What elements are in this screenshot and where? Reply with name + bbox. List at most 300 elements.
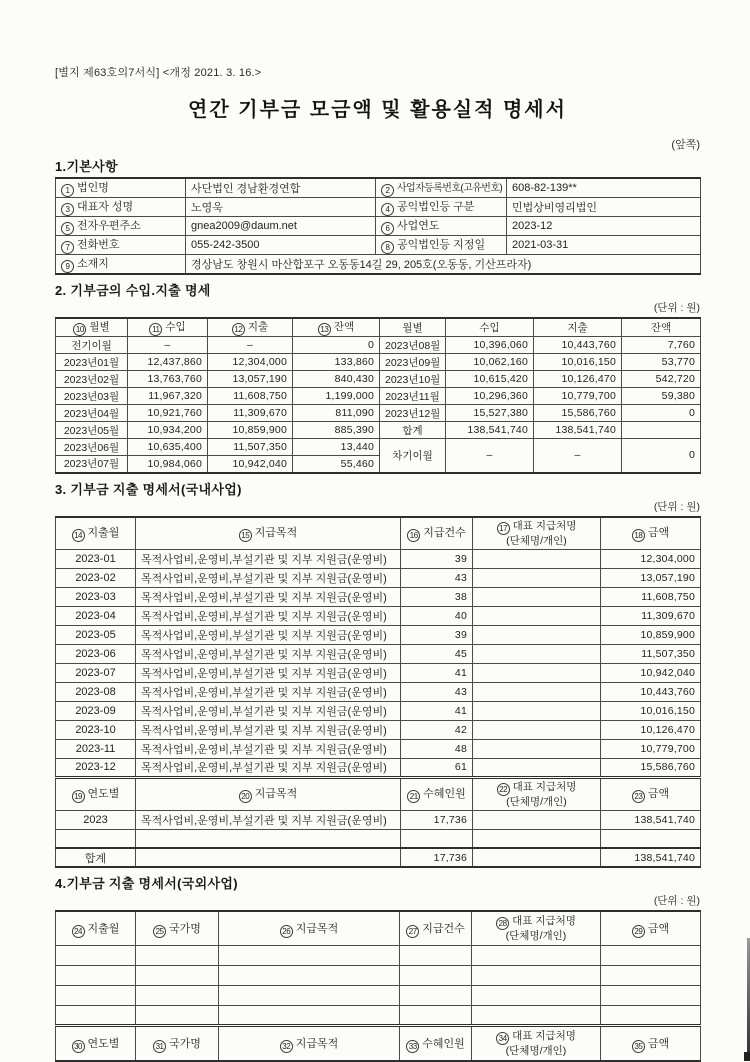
- empty-cell: [472, 1006, 601, 1026]
- cell-income: 10,296,360: [446, 388, 534, 405]
- cell-beneficiaries: 17,736: [401, 810, 473, 829]
- cell-balance: 885,390: [293, 422, 380, 439]
- cell-count: 40: [401, 606, 473, 625]
- field-value: 경상남도 창원시 마산합포구 오동동14길 29, 205호(오동동, 기산프라자): [186, 255, 701, 275]
- table-row: [56, 549, 701, 568]
- table-row: [56, 236, 701, 255]
- cell-expense: 10,016,150: [534, 354, 622, 371]
- cell-balance: 811,090: [293, 405, 380, 422]
- cell-income: –: [446, 439, 534, 473]
- section4-heading: 4.기부금 지출 명세서(국외사업): [55, 876, 238, 891]
- circled-number: 12: [232, 323, 245, 336]
- header-cell: 12 지출: [208, 318, 293, 337]
- cell-purpose: [136, 848, 401, 867]
- cell-purpose: 목적사업비,운영비,부설기관 및 지부 지원금(운영비): [136, 663, 401, 682]
- field-value: 2021-03-31: [507, 236, 701, 255]
- field-label: 1 법인명: [56, 178, 186, 198]
- table-row: [56, 810, 701, 829]
- empty-cell: [400, 1006, 472, 1026]
- cell-month: 2023년12월: [380, 405, 446, 422]
- empty-cell: [472, 946, 601, 966]
- table-row: [56, 625, 701, 644]
- header-subline: (단체명/개인): [505, 1045, 567, 1057]
- cell-month: 2023-07: [56, 663, 136, 682]
- cell-month: 2023년10월: [380, 371, 446, 388]
- circled-number: 10: [73, 323, 86, 336]
- cell-amount: 10,779,700: [601, 739, 701, 758]
- field-label: 6 사업연도: [376, 217, 507, 236]
- circled-number: 31: [153, 1040, 166, 1053]
- cell-count: 39: [401, 625, 473, 644]
- field-value: 민법상비영리법인: [507, 198, 701, 217]
- field-value: 사단법인 경남환경연합: [186, 178, 376, 198]
- table-row: [56, 318, 701, 337]
- cell-income: 10,615,420: [446, 371, 534, 388]
- cell-payee: [473, 701, 601, 720]
- empty-cell: [136, 946, 219, 966]
- cell-month: 2023-01: [56, 549, 136, 568]
- cell-month: 2023년05월: [56, 422, 128, 439]
- table-row: [56, 388, 701, 405]
- circled-number: 32: [280, 1040, 293, 1053]
- header-subline: (단체명/개인): [505, 930, 567, 942]
- circled-number: 2: [381, 184, 394, 197]
- table-row: [56, 682, 701, 701]
- table-row: [56, 848, 701, 867]
- field-value: 055-242-3500: [186, 236, 376, 255]
- field-label: 4 공익법인등 구분: [376, 198, 507, 217]
- cell-amount: 12,304,000: [601, 549, 701, 568]
- header-subline: 28 대표 지급처명: [476, 915, 596, 930]
- cell-expense: 10,779,700: [534, 388, 622, 405]
- table-row: [56, 966, 701, 986]
- cell-month: 차기이월: [380, 439, 446, 473]
- header-cell: 25 국가명: [136, 911, 219, 946]
- field-label: 7 전화번호: [56, 236, 186, 255]
- cell-payee: [473, 644, 601, 663]
- cell-amount: 10,016,150: [601, 701, 701, 720]
- cell-amount: 138,541,740: [601, 848, 701, 867]
- cell-month: 2023년02월: [56, 371, 128, 388]
- cell-amount: 15,586,760: [601, 758, 701, 777]
- circled-number: 13: [318, 323, 331, 336]
- cell-month: 2023년01월: [56, 354, 128, 371]
- cell-amount: 11,309,670: [601, 606, 701, 625]
- cell-expense: 10,859,900: [208, 422, 293, 439]
- cell-month: 전기이월: [56, 337, 128, 354]
- circled-number: 19: [72, 790, 85, 803]
- cell-year: 2023: [56, 810, 136, 829]
- cell-payee: [473, 663, 601, 682]
- section2-heading: 2. 기부금의 수입.지출 명세: [55, 283, 211, 298]
- cell-balance: [622, 422, 701, 439]
- cell-purpose: 목적사업비,운영비,부설기관 및 지부 지원금(운영비): [136, 701, 401, 720]
- circled-number: 16: [407, 529, 420, 542]
- cell-month: 2023-08: [56, 682, 136, 701]
- table-row: [56, 739, 701, 758]
- table-row: [56, 587, 701, 606]
- cell-balance: 0: [622, 405, 701, 422]
- header-cell: 19 연도별: [56, 777, 136, 810]
- cell-purpose: 목적사업비,운영비,부설기관 및 지부 지원금(운영비): [136, 568, 401, 587]
- empty-cell: [472, 966, 601, 986]
- unit-label: (단위 : 원): [653, 895, 700, 907]
- table-row: [56, 663, 701, 682]
- page-side-label: (앞쪽): [671, 139, 700, 151]
- cell-income: –: [128, 337, 208, 354]
- cell-purpose: 목적사업비,운영비,부설기관 및 지부 지원금(운영비): [136, 587, 401, 606]
- domestic-expense-table: [55, 516, 701, 869]
- cell-count: 41: [401, 663, 473, 682]
- field-label: 3 대표자 성명: [56, 198, 186, 217]
- cell-payee: [473, 758, 601, 777]
- header-cell: 잔액: [622, 318, 701, 337]
- table-row: [56, 198, 701, 217]
- cell-month: 2023-02: [56, 568, 136, 587]
- cell-month: 2023-06: [56, 644, 136, 663]
- circled-number: 21: [407, 790, 420, 803]
- empty-cell: [400, 966, 472, 986]
- cell-expense: 10,126,470: [534, 371, 622, 388]
- table-row: [56, 1026, 701, 1062]
- cell-amount: 10,859,900: [601, 625, 701, 644]
- cell-income: 10,062,160: [446, 354, 534, 371]
- cell-income: 13,763,760: [128, 371, 208, 388]
- cell-expense: 138,541,740: [534, 422, 622, 439]
- table-row: [56, 354, 701, 371]
- field-value: 2023-12: [507, 217, 701, 236]
- circled-number: 33: [406, 1040, 419, 1053]
- field-label: 8 공익법인등 지정일: [376, 236, 507, 255]
- header-cell: [473, 517, 601, 550]
- table-row: [56, 178, 701, 198]
- circled-number: 18: [632, 529, 645, 542]
- header-cell: [472, 911, 601, 946]
- empty-cell: [601, 966, 701, 986]
- cell-month: 2023-04: [56, 606, 136, 625]
- cell-expense: 10,942,040: [208, 456, 293, 473]
- circled-number: 17: [497, 522, 510, 535]
- cell-amount: 11,507,350: [601, 644, 701, 663]
- cell-payee: [473, 810, 601, 829]
- cell-count: 41: [401, 701, 473, 720]
- table-row: [56, 829, 701, 848]
- cell-count: 42: [401, 720, 473, 739]
- cell-count: 61: [401, 758, 473, 777]
- cell-balance: 59,380: [622, 388, 701, 405]
- cell-month: 2023년03월: [56, 388, 128, 405]
- unit-label: (단위 : 원): [653, 500, 700, 513]
- header-cell: 지출: [534, 318, 622, 337]
- cell-month: 2023-09: [56, 701, 136, 720]
- circled-number: 8: [381, 241, 394, 254]
- unit-label: (단위 : 원): [653, 302, 700, 314]
- cell-payee: [473, 739, 601, 758]
- circled-number: 34: [496, 1032, 509, 1045]
- table-row: [56, 217, 701, 236]
- field-value: gnea2009@daum.net: [186, 217, 376, 236]
- cell-expense: 13,057,190: [208, 371, 293, 388]
- cell-month: 2023-12: [56, 758, 136, 777]
- cell-month: 2023년07월: [56, 456, 128, 473]
- cell-income: 138,541,740: [446, 422, 534, 439]
- header-cell: 수입: [446, 318, 534, 337]
- header-cell: 35 금액: [601, 1026, 701, 1062]
- empty-cell: [136, 1006, 219, 1026]
- circled-number: 3: [61, 203, 74, 216]
- empty-cell: [56, 966, 136, 986]
- header-subline: 34 대표 지급처명: [476, 1030, 596, 1045]
- overseas-expense-table: [55, 910, 701, 1062]
- table-row: [56, 517, 701, 550]
- form-reference: [별지 제63호의7서식] <개정 2021. 3. 16.>: [55, 67, 262, 79]
- header-cell: 26 지급목적: [219, 911, 400, 946]
- header-cell: 32 지급목적: [219, 1026, 400, 1062]
- header-cell: 월별: [380, 318, 446, 337]
- table-row: [56, 371, 701, 388]
- cell-payee: [473, 682, 601, 701]
- cell-purpose: 목적사업비,운영비,부설기관 및 지부 지원금(운영비): [136, 739, 401, 758]
- circled-number: 29: [632, 925, 645, 938]
- cell-count: 48: [401, 739, 473, 758]
- table-row: [56, 911, 701, 946]
- circled-number: 11: [149, 323, 162, 336]
- cell-amount: 10,443,760: [601, 682, 701, 701]
- cell-month: 2023-03: [56, 587, 136, 606]
- cell-month: 2023년04월: [56, 405, 128, 422]
- empty-cell: [601, 986, 701, 1006]
- empty-cell: [219, 946, 400, 966]
- circled-number: 22: [497, 783, 510, 796]
- cell-month: 합계: [380, 422, 446, 439]
- table-row: [56, 255, 701, 275]
- cell-income: 10,635,400: [128, 439, 208, 456]
- cell-amount: 138,541,740: [601, 810, 701, 829]
- table-row: [56, 422, 701, 439]
- header-cell: [473, 777, 601, 810]
- cell-month: 2023년09월: [380, 354, 446, 371]
- header-cell: 14 지출월: [56, 517, 136, 550]
- income-expense-table: [55, 317, 701, 474]
- cell-income: 10,934,200: [128, 422, 208, 439]
- circled-number: 26: [280, 925, 293, 938]
- header-cell: 33 수혜인원: [400, 1026, 472, 1062]
- header-subline: (단체명/개인): [506, 534, 567, 547]
- table-row: [56, 1006, 701, 1026]
- header-cell: 16 지급건수: [401, 517, 473, 550]
- circled-number: 7: [61, 241, 74, 254]
- header-subline: 17 대표 지급처명: [477, 520, 596, 535]
- header-cell: 13 잔액: [293, 318, 380, 337]
- cell-balance: 542,720: [622, 371, 701, 388]
- table-row: [56, 337, 701, 354]
- page-title: 연간 기부금 모금액 및 활용실적 명세서: [188, 99, 567, 121]
- table-row: [56, 606, 701, 625]
- empty-cell: [400, 946, 472, 966]
- cell-expense: –: [208, 337, 293, 354]
- cell-balance: 840,430: [293, 371, 380, 388]
- empty-cell: [601, 829, 701, 848]
- circled-number: 9: [61, 260, 74, 273]
- cell-payee: [473, 720, 601, 739]
- header-cell: 15 지급목적: [136, 517, 401, 550]
- header-cell: 11 수입: [128, 318, 208, 337]
- circled-number: 20: [239, 790, 252, 803]
- cell-balance: 53,770: [622, 354, 701, 371]
- cell-expense: 12,304,000: [208, 354, 293, 371]
- header-subline: (단체명/개인): [506, 795, 567, 808]
- table-row: [56, 701, 701, 720]
- cell-count: 38: [401, 587, 473, 606]
- cell-month: 2023-05: [56, 625, 136, 644]
- circled-number: 23: [632, 790, 645, 803]
- cell-payee: [473, 568, 601, 587]
- cell-purpose: 목적사업비,운영비,부설기관 및 지부 지원금(운영비): [136, 625, 401, 644]
- circled-number: 30: [72, 1040, 85, 1053]
- cell-payee: [473, 606, 601, 625]
- header-cell: 27 지급건수: [400, 911, 472, 946]
- circled-number: 14: [72, 529, 85, 542]
- empty-cell: [219, 986, 400, 1006]
- section3-heading: 3. 기부금 지출 명세서(국내사업): [55, 481, 242, 497]
- empty-cell: [219, 1006, 400, 1026]
- cell-income: 12,437,860: [128, 354, 208, 371]
- scan-corner-artifact: [744, 1052, 750, 1061]
- cell-payee: [473, 625, 601, 644]
- cell-beneficiaries: 17,736: [401, 848, 473, 867]
- empty-cell: [136, 829, 401, 848]
- empty-cell: [601, 1006, 701, 1026]
- cell-month: 2023년06월: [56, 439, 128, 456]
- header-cell: 30 연도별: [56, 1026, 136, 1062]
- table-row: [56, 439, 701, 456]
- empty-cell: [400, 986, 472, 1006]
- circled-number: 25: [153, 925, 166, 938]
- empty-cell: [56, 946, 136, 966]
- header-cell: 31 국가명: [136, 1026, 219, 1062]
- empty-cell: [56, 986, 136, 1006]
- field-value: 608-82-139**: [507, 178, 701, 198]
- empty-cell: [473, 829, 601, 848]
- table-row: [56, 777, 701, 810]
- cell-month: 2023-10: [56, 720, 136, 739]
- cell-count: 43: [401, 568, 473, 587]
- header-cell: 20 지급목적: [136, 777, 401, 810]
- circled-number: 35: [632, 1040, 645, 1053]
- cell-balance: 133,860: [293, 354, 380, 371]
- circled-number: 24: [72, 925, 85, 938]
- cell-month: 2023-11: [56, 739, 136, 758]
- header-subline: 22 대표 지급처명: [477, 781, 596, 796]
- section1-heading: 1.기본사항: [55, 159, 118, 174]
- cell-balance: 0: [293, 337, 380, 354]
- cell-expense: 15,586,760: [534, 405, 622, 422]
- header-cell: 29 금액: [601, 911, 701, 946]
- empty-cell: [472, 986, 601, 1006]
- cell-payee: [473, 848, 601, 867]
- cell-purpose: 목적사업비,운영비,부설기관 및 지부 지원금(운영비): [136, 810, 401, 829]
- cell-payee: [473, 587, 601, 606]
- cell-purpose: 목적사업비,운영비,부설기관 및 지부 지원금(운영비): [136, 682, 401, 701]
- basic-info-table: [55, 177, 701, 275]
- cell-balance: 0: [622, 439, 701, 473]
- circled-number: 27: [406, 925, 419, 938]
- table-row: [56, 946, 701, 966]
- cell-purpose: 목적사업비,운영비,부설기관 및 지부 지원금(운영비): [136, 758, 401, 777]
- cell-purpose: 목적사업비,운영비,부설기관 및 지부 지원금(운영비): [136, 549, 401, 568]
- empty-cell: [56, 829, 136, 848]
- header-cell: 18 금액: [601, 517, 701, 550]
- cell-income: 10,396,060: [446, 337, 534, 354]
- empty-cell: [56, 1006, 136, 1026]
- circled-number: 4: [381, 203, 394, 216]
- table-row: [56, 405, 701, 422]
- empty-cell: [136, 986, 219, 1006]
- cell-purpose: 목적사업비,운영비,부설기관 및 지부 지원금(운영비): [136, 606, 401, 625]
- cell-purpose: 목적사업비,운영비,부설기관 및 지부 지원금(운영비): [136, 720, 401, 739]
- cell-amount: 10,126,470: [601, 720, 701, 739]
- cell-month: 2023년11월: [380, 388, 446, 405]
- circled-number: 15: [239, 529, 252, 542]
- table-row: [56, 568, 701, 587]
- cell-income: 15,527,380: [446, 405, 534, 422]
- header-cell: 21 수혜인원: [401, 777, 473, 810]
- empty-cell: [219, 966, 400, 986]
- circled-number: 1: [61, 184, 74, 197]
- cell-count: 39: [401, 549, 473, 568]
- cell-balance: 1,199,000: [293, 388, 380, 405]
- circled-number: 28: [496, 917, 509, 930]
- cell-count: 43: [401, 682, 473, 701]
- cell-month: 2023년08월: [380, 337, 446, 354]
- header-cell: 10 월별: [56, 318, 128, 337]
- cell-amount: 13,057,190: [601, 568, 701, 587]
- cell-income: 10,921,760: [128, 405, 208, 422]
- field-label: 2 사업자등록번호(고유번호): [376, 178, 507, 198]
- table-row: [56, 720, 701, 739]
- cell-purpose: 목적사업비,운영비,부설기관 및 지부 지원금(운영비): [136, 644, 401, 663]
- table-row: [56, 986, 701, 1006]
- cell-amount: 10,942,040: [601, 663, 701, 682]
- header-cell: [472, 1026, 601, 1062]
- cell-income: 10,984,060: [128, 456, 208, 473]
- table-row: [56, 644, 701, 663]
- table-row: [56, 758, 701, 777]
- empty-cell: [401, 829, 473, 848]
- circled-number: 6: [381, 222, 394, 235]
- cell-amount: 11,608,750: [601, 587, 701, 606]
- header-cell: 24 지출월: [56, 911, 136, 946]
- cell-expense: 11,507,350: [208, 439, 293, 456]
- cell-expense: –: [534, 439, 622, 473]
- cell-balance: 13,440: [293, 439, 380, 456]
- circled-number: 5: [61, 222, 74, 235]
- empty-cell: [136, 966, 219, 986]
- cell-expense: 10,443,760: [534, 337, 622, 354]
- field-label: 5 전자우편주소: [56, 217, 186, 236]
- cell-expense: 11,309,670: [208, 405, 293, 422]
- field-value: 노영욱: [186, 198, 376, 217]
- cell-payee: [473, 549, 601, 568]
- empty-cell: [601, 946, 701, 966]
- header-cell: 23 금액: [601, 777, 701, 810]
- cell-balance: 55,460: [293, 456, 380, 473]
- cell-expense: 11,608,750: [208, 388, 293, 405]
- cell-income: 11,967,320: [128, 388, 208, 405]
- field-label: 9 소재지: [56, 255, 186, 275]
- cell-balance: 7,760: [622, 337, 701, 354]
- cell-count: 45: [401, 644, 473, 663]
